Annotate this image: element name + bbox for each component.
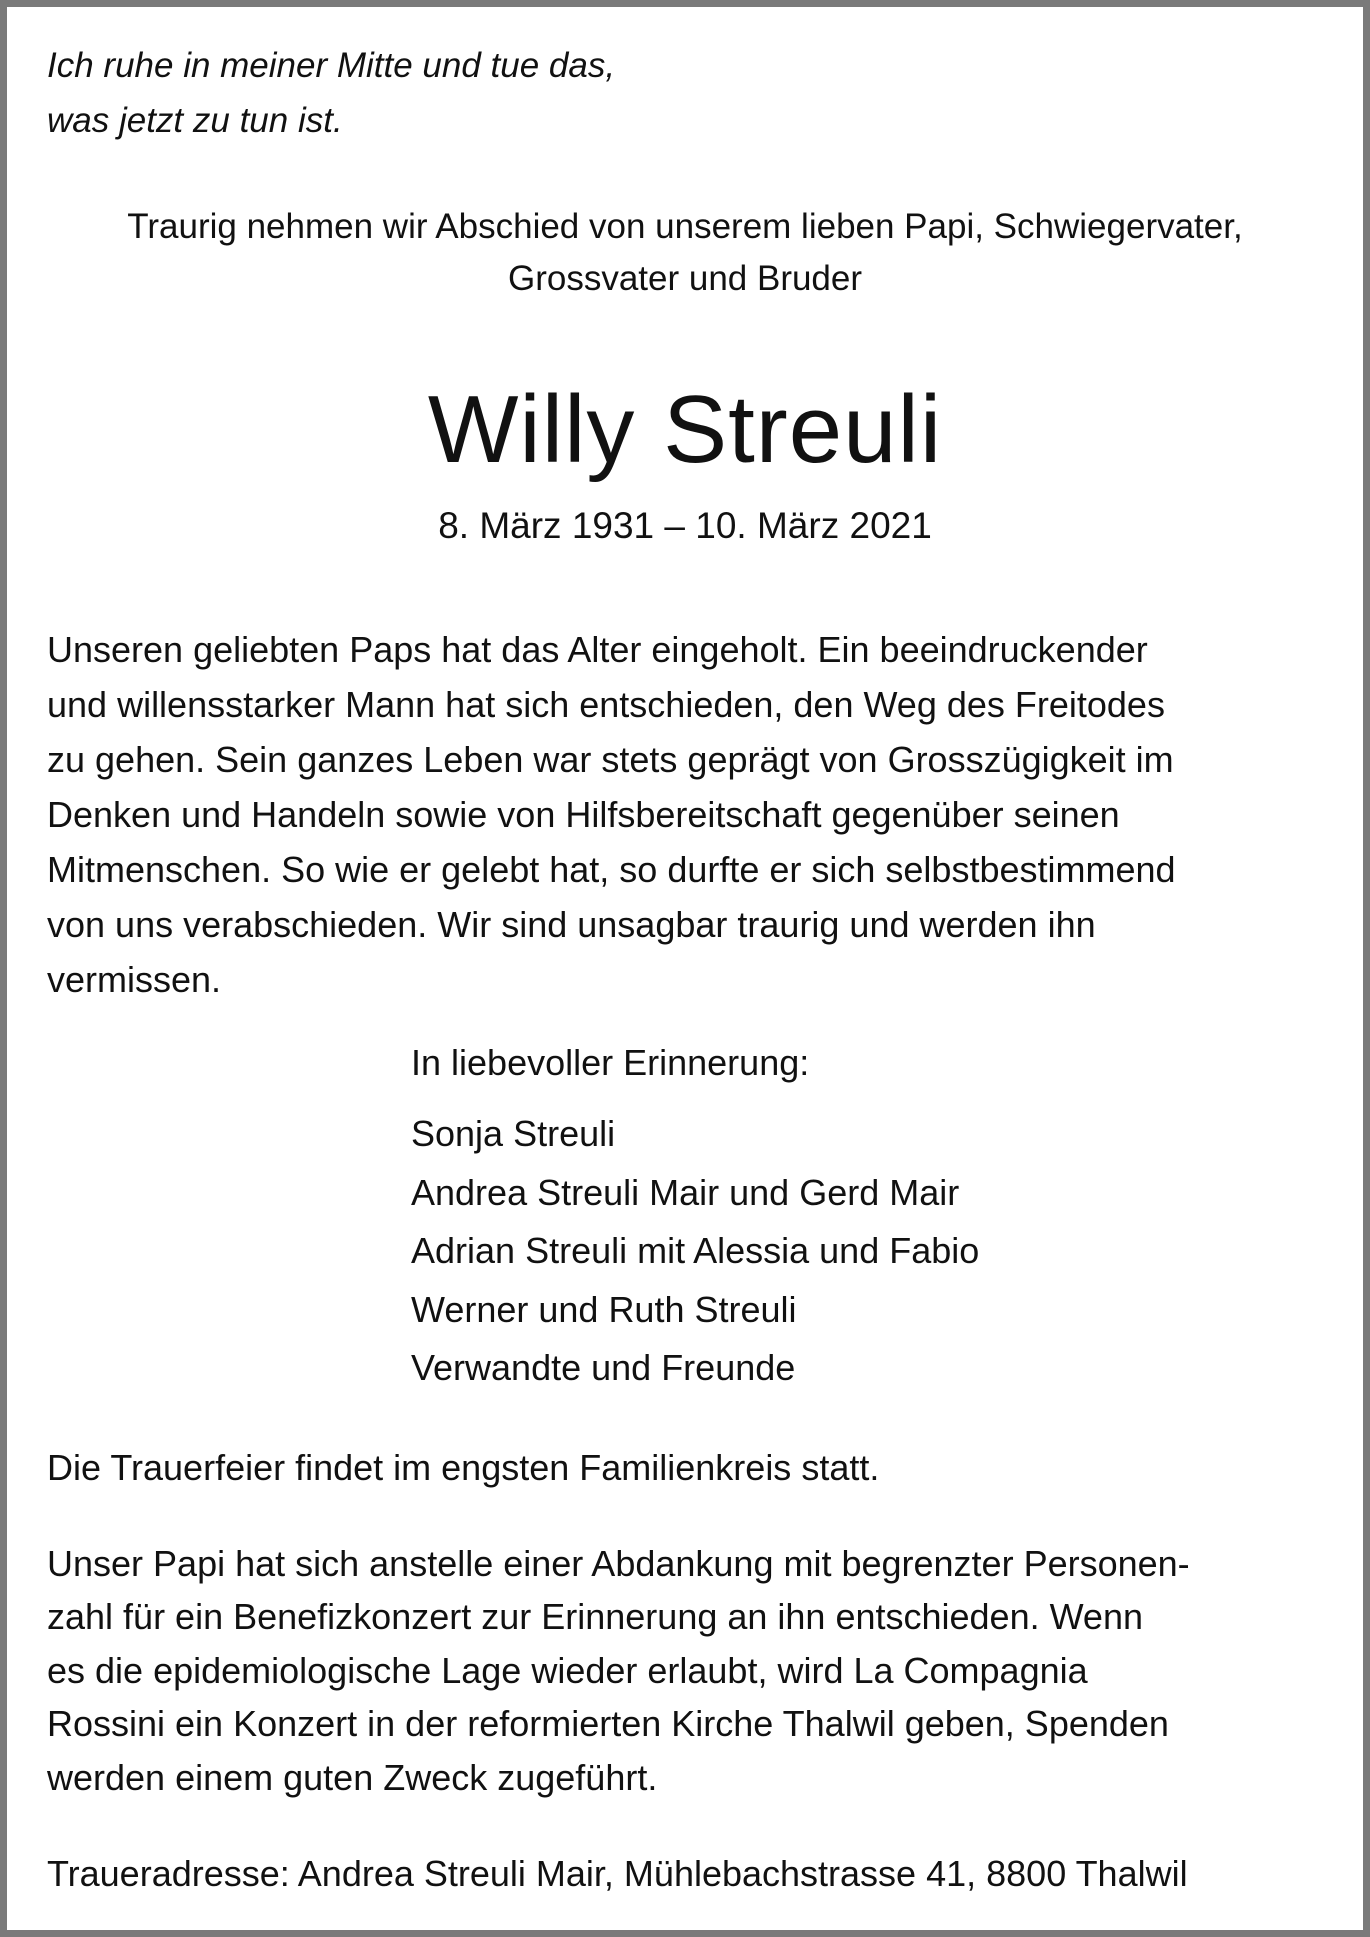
motto-quote — [47, 38, 615, 148]
mourner-item: Verwandte und Freunde — [411, 1347, 796, 1388]
mourner-item: Werner und Ruth Streuli — [411, 1288, 797, 1330]
tribute-line: Mitmenschen. So wie er gelebt hat, so durfte er sich selbstbestimmend — [47, 849, 1176, 890]
tribute-line: zu gehen. Sein ganzes Leben war stets geprägt von Grosszügigkeit im — [47, 739, 1174, 780]
mourner-item: Sonja Streuli — [411, 1113, 616, 1154]
mourning-address: Traueradresse: Andrea Streuli Mair, Mühlebachstrasse 41, 8800 Thalwil — [47, 1853, 1188, 1894]
tribute-line: Unseren geliebten Paps hat das Alter eingeholt. Ein beeindruckender — [47, 629, 1148, 670]
concert-paragraph — [47, 1537, 1190, 1804]
farewell-intro — [0, 201, 1370, 305]
concert-line: es die epidemiologische Lage wieder erlaubt, wird La Compagnia — [47, 1649, 1088, 1691]
concert-line: werden einem guten Zweck zugeführt. — [47, 1756, 658, 1798]
concert-line: Unser Papi hat sich anstelle einer Abdankung mit begrenzter Personen- — [47, 1543, 1190, 1584]
memorial-label: In liebevoller Erinnerung: — [411, 1042, 810, 1083]
tribute-line: Denken und Handeln sowie von Hilfsbereitschaft gegenüber seinen — [47, 794, 1120, 835]
tribute-line: vermissen. — [47, 959, 222, 1000]
deceased-name: Willy Streuli — [427, 376, 943, 483]
ceremony-note: Die Trauerfeier findet im engsten Familienkreis statt. — [47, 1447, 880, 1488]
intro-line: Traurig nehmen wir Abschied von unserem lieben Papi, Schwiegervater, — [127, 207, 1243, 246]
motto-line: Ich ruhe in meiner Mitte und tue das, — [47, 46, 616, 85]
motto-line: was jetzt zu tun ist. — [47, 101, 343, 140]
mourner-item: Andrea Streuli Mair und Gerd Mair — [411, 1171, 960, 1213]
mourner-item: Adrian Streuli mit Alessia und Fabio — [411, 1230, 980, 1271]
tribute-paragraph — [47, 622, 1176, 1007]
concert-line: zahl für ein Benefizkonzert zur Erinnerung an ihn entschieden. Wenn — [47, 1596, 1143, 1638]
tribute-line: und willensstarker Mann hat sich entschieden, den Weg des Freitodes — [47, 684, 1165, 725]
mourners-list — [411, 1105, 979, 1398]
concert-line: Rossini ein Konzert in der reformierten Kirche Thalwil geben, Spenden — [47, 1703, 1169, 1745]
life-dates: 8. März 1931 – 10. März 2021 — [438, 505, 932, 546]
intro-line: Grossvater und Bruder — [507, 259, 863, 298]
tribute-line: von uns verabschieden. Wir sind unsagbar traurig und werden ihn — [47, 904, 1096, 945]
